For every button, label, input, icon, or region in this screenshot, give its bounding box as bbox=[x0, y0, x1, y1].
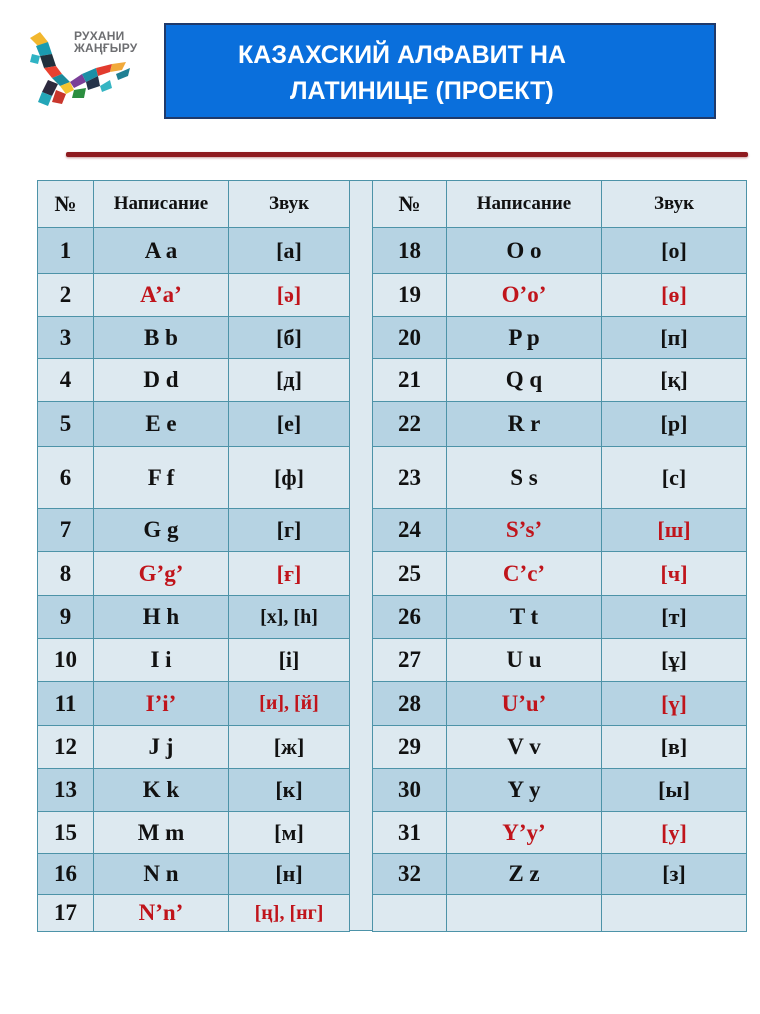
table-row bbox=[38, 596, 350, 639]
cell-spelling: H h bbox=[94, 596, 229, 639]
cell-spelling: N’n’ bbox=[94, 895, 229, 932]
cell-num: 28 bbox=[373, 682, 447, 726]
cell-num: 12 bbox=[38, 726, 94, 769]
cell-num: 9 bbox=[38, 596, 94, 639]
cell-num: 15 bbox=[38, 812, 94, 854]
table-row bbox=[38, 552, 350, 596]
cell-sound: [ң], [нг] bbox=[229, 895, 350, 932]
cell-num: 21 bbox=[373, 359, 447, 402]
alphabet-table-right bbox=[372, 180, 747, 932]
table-row bbox=[38, 682, 350, 726]
cell-spelling: N n bbox=[94, 854, 229, 895]
cell-num: 11 bbox=[38, 682, 94, 726]
cell-sound: [с] bbox=[602, 447, 747, 509]
cell-num: 30 bbox=[373, 769, 447, 812]
cell-sound: [ө] bbox=[602, 274, 747, 317]
ruhani-zhangyru-logo bbox=[26, 24, 144, 114]
table-row bbox=[38, 854, 350, 895]
page-title-line2: ЛАТИНИЦЕ (ПРОЕКТ) bbox=[290, 77, 554, 105]
cell-sound: [ч] bbox=[602, 552, 747, 596]
cell-sound: [о] bbox=[602, 228, 747, 274]
cell-spelling: E e bbox=[94, 402, 229, 447]
page-title-line1: КАЗАХСКИЙ АЛФАВИТ НА bbox=[238, 41, 566, 69]
cell-sound: [р] bbox=[602, 402, 747, 447]
logo-line1: РУХАНИ bbox=[74, 29, 125, 43]
cell-spelling: B b bbox=[94, 317, 229, 359]
cell-num: 5 bbox=[38, 402, 94, 447]
table-row bbox=[38, 812, 350, 854]
table-row bbox=[38, 726, 350, 769]
header-spelling: Написание bbox=[447, 181, 602, 228]
cell-sound: [ү] bbox=[602, 682, 747, 726]
cell-spelling: I’i’ bbox=[94, 682, 229, 726]
cell-sound: [ұ] bbox=[602, 639, 747, 682]
cell-sound: [т] bbox=[602, 596, 747, 639]
cell-num: 24 bbox=[373, 509, 447, 552]
cell-num: 3 bbox=[38, 317, 94, 359]
table-header-row bbox=[373, 181, 747, 228]
header-sound: Звук bbox=[229, 181, 350, 228]
cell-sound: [в] bbox=[602, 726, 747, 769]
divider-rule bbox=[66, 152, 748, 157]
cell-spelling: V v bbox=[447, 726, 602, 769]
cell-num: 25 bbox=[373, 552, 447, 596]
cell-num: 1 bbox=[38, 228, 94, 274]
cell-num: 8 bbox=[38, 552, 94, 596]
cell-num: 22 bbox=[373, 402, 447, 447]
cell-spelling: M m bbox=[94, 812, 229, 854]
cell-sound: [ж] bbox=[229, 726, 350, 769]
cell-num: 17 bbox=[38, 895, 94, 932]
cell-sound: [ғ] bbox=[229, 552, 350, 596]
cell-spelling: Z z bbox=[447, 854, 602, 895]
cell-sound: [к] bbox=[229, 769, 350, 812]
table-row bbox=[373, 895, 747, 932]
table-row bbox=[373, 639, 747, 682]
table-row bbox=[373, 552, 747, 596]
table-row bbox=[373, 682, 747, 726]
table-row bbox=[373, 854, 747, 895]
table-row bbox=[38, 769, 350, 812]
cell-sound: [у] bbox=[602, 812, 747, 854]
alphabet-table-left bbox=[37, 180, 350, 932]
cell-spelling: U’u’ bbox=[447, 682, 602, 726]
cell-sound: [д] bbox=[229, 359, 350, 402]
cell-num: 16 bbox=[38, 854, 94, 895]
header-num: № bbox=[38, 181, 94, 228]
cell-spelling: C’c’ bbox=[447, 552, 602, 596]
cell-sound: [г] bbox=[229, 509, 350, 552]
cell-num: 26 bbox=[373, 596, 447, 639]
cell-sound: [и], [й] bbox=[229, 682, 350, 726]
table-row bbox=[38, 359, 350, 402]
table-row bbox=[373, 402, 747, 447]
cell-sound: [е] bbox=[229, 402, 350, 447]
cell-sound: [қ] bbox=[602, 359, 747, 402]
table-row bbox=[373, 596, 747, 639]
cell-spelling: U u bbox=[447, 639, 602, 682]
cell-sound: [і] bbox=[229, 639, 350, 682]
cell-spelling: S’s’ bbox=[447, 509, 602, 552]
header-num: № bbox=[373, 181, 447, 228]
cell-num: 20 bbox=[373, 317, 447, 359]
cell-num: 19 bbox=[373, 274, 447, 317]
cell-spelling: P p bbox=[447, 317, 602, 359]
table-row bbox=[38, 509, 350, 552]
table-row bbox=[373, 726, 747, 769]
cell-num: 4 bbox=[38, 359, 94, 402]
cell-spelling: Q q bbox=[447, 359, 602, 402]
logo-line2: ЖАҢҒЫРУ bbox=[74, 41, 138, 55]
cell-sound: [ы] bbox=[602, 769, 747, 812]
table-row bbox=[373, 274, 747, 317]
table-gap-column bbox=[349, 180, 372, 931]
cell-spelling: T t bbox=[447, 596, 602, 639]
cell-num: 10 bbox=[38, 639, 94, 682]
table-row bbox=[373, 812, 747, 854]
cell-spelling: I i bbox=[94, 639, 229, 682]
page-title-banner bbox=[164, 23, 716, 119]
cell-num bbox=[373, 895, 447, 932]
header-sound: Звук bbox=[602, 181, 747, 228]
cell-sound: [м] bbox=[229, 812, 350, 854]
cell-spelling: S s bbox=[447, 447, 602, 509]
table-row bbox=[38, 317, 350, 359]
cell-spelling: A’a’ bbox=[94, 274, 229, 317]
cell-num: 13 bbox=[38, 769, 94, 812]
cell-num: 29 bbox=[373, 726, 447, 769]
cell-num: 23 bbox=[373, 447, 447, 509]
table-row bbox=[38, 639, 350, 682]
logo-text bbox=[74, 30, 137, 54]
table-row bbox=[373, 509, 747, 552]
cell-num: 7 bbox=[38, 509, 94, 552]
header-spelling: Написание bbox=[94, 181, 229, 228]
cell-sound: [ф] bbox=[229, 447, 350, 509]
table-row bbox=[373, 769, 747, 812]
cell-spelling: O’o’ bbox=[447, 274, 602, 317]
cell-sound: [ш] bbox=[602, 509, 747, 552]
cell-sound bbox=[602, 895, 747, 932]
table-header-row bbox=[38, 181, 350, 228]
cell-sound: [х], [h] bbox=[229, 596, 350, 639]
table-row bbox=[373, 447, 747, 509]
cell-spelling: O o bbox=[447, 228, 602, 274]
cell-spelling: G’g’ bbox=[94, 552, 229, 596]
table-row bbox=[38, 274, 350, 317]
cell-sound: [з] bbox=[602, 854, 747, 895]
cell-spelling: A a bbox=[94, 228, 229, 274]
cell-spelling: Y y bbox=[447, 769, 602, 812]
cell-sound: [п] bbox=[602, 317, 747, 359]
table-row bbox=[38, 447, 350, 509]
cell-num: 18 bbox=[373, 228, 447, 274]
cell-num: 6 bbox=[38, 447, 94, 509]
table-row bbox=[38, 895, 350, 932]
cell-sound: [б] bbox=[229, 317, 350, 359]
cell-spelling: Y’y’ bbox=[447, 812, 602, 854]
table-row bbox=[38, 228, 350, 274]
cell-sound: [а] bbox=[229, 228, 350, 274]
cell-spelling: R r bbox=[447, 402, 602, 447]
table-row bbox=[38, 402, 350, 447]
cell-num: 32 bbox=[373, 854, 447, 895]
cell-spelling: F f bbox=[94, 447, 229, 509]
cell-sound: [н] bbox=[229, 854, 350, 895]
cell-num: 31 bbox=[373, 812, 447, 854]
cell-num: 27 bbox=[373, 639, 447, 682]
table-row bbox=[373, 359, 747, 402]
table-row bbox=[373, 228, 747, 274]
cell-spelling: K k bbox=[94, 769, 229, 812]
cell-sound: [ә] bbox=[229, 274, 350, 317]
table-row bbox=[373, 317, 747, 359]
cell-spelling bbox=[447, 895, 602, 932]
cell-spelling: D d bbox=[94, 359, 229, 402]
cell-spelling: J j bbox=[94, 726, 229, 769]
cell-spelling: G g bbox=[94, 509, 229, 552]
cell-num: 2 bbox=[38, 274, 94, 317]
